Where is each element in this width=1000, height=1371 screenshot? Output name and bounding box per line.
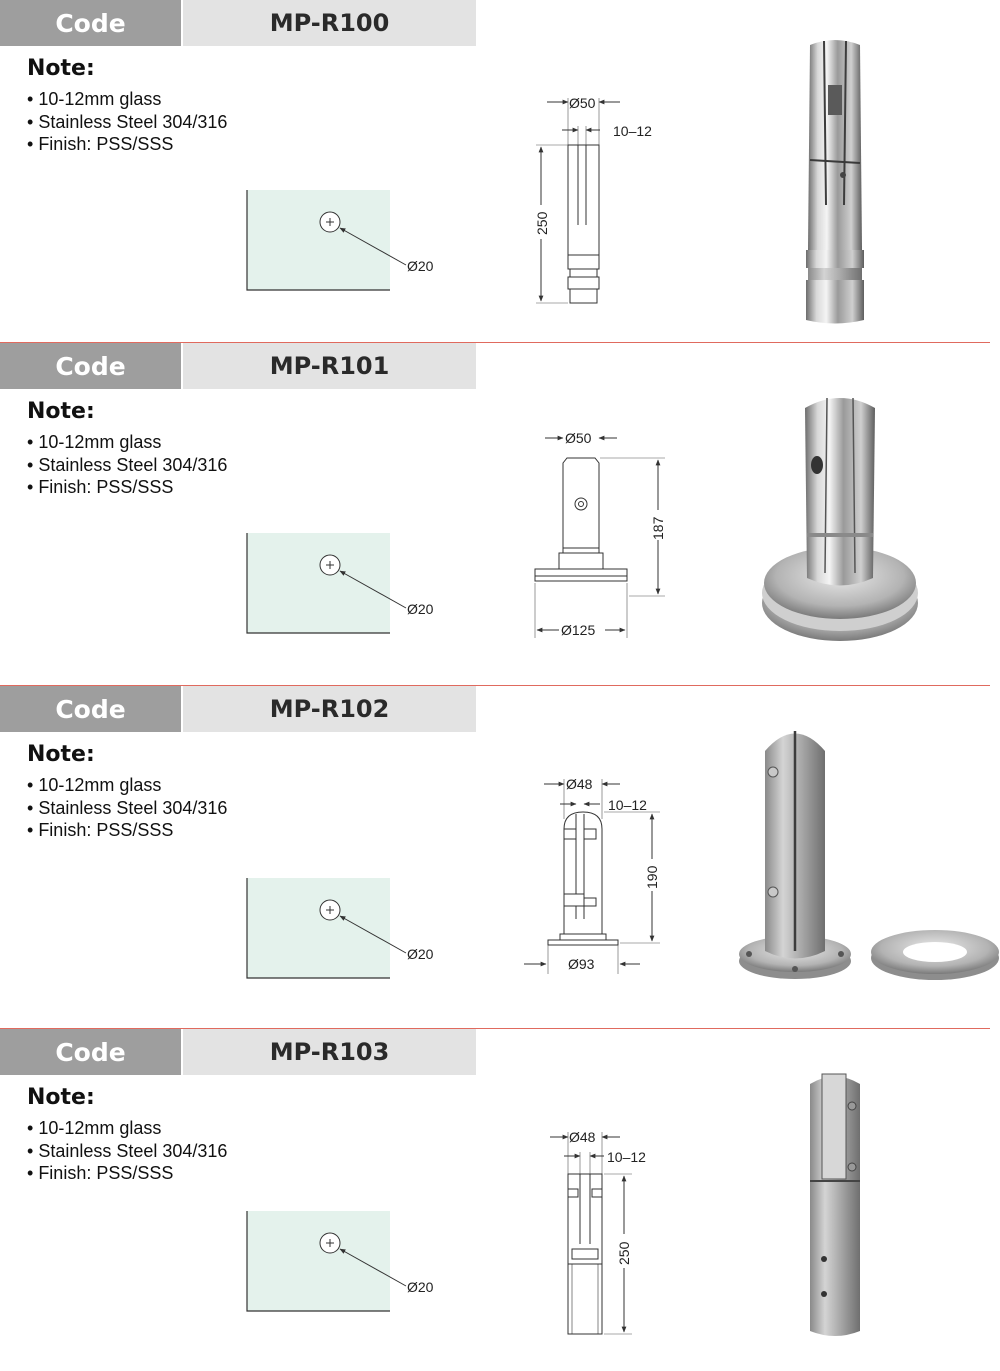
height-label: 250 xyxy=(616,1241,632,1265)
hole-diameter-label: Ø20 xyxy=(407,1279,434,1295)
note-item: • Stainless Steel 304/316 xyxy=(27,454,227,477)
model-code: MP-R100 xyxy=(183,0,476,46)
hole-diameter-label: Ø20 xyxy=(407,946,434,962)
note-item: • Finish: PSS/SSS xyxy=(27,1162,227,1185)
glass-hole-diagram xyxy=(240,528,460,640)
height-label: 187 xyxy=(650,516,666,540)
note-item: • 10-12mm glass xyxy=(27,431,227,454)
note-title: Note: xyxy=(27,1085,95,1110)
technical-drawing xyxy=(520,90,670,310)
note-title: Note: xyxy=(27,399,95,424)
product-section-mp-r101 xyxy=(0,343,1000,685)
diameter-label: Ø48 xyxy=(569,1129,596,1145)
glass-thickness-label: 10–12 xyxy=(607,1149,646,1165)
height-label: 250 xyxy=(534,211,550,235)
hole-diameter-label: Ø20 xyxy=(407,601,434,617)
diameter-label: Ø48 xyxy=(566,776,593,792)
spigot-photo xyxy=(755,393,925,648)
glass-thickness-label: 10–12 xyxy=(613,123,652,139)
glass-thickness-label: 10–12 xyxy=(608,797,647,813)
spigot-photo xyxy=(735,726,1000,986)
technical-drawing xyxy=(520,1124,670,1344)
product-section-mp-r103 xyxy=(0,1029,1000,1371)
spigot-photo xyxy=(800,1069,870,1344)
note-item: • 10-12mm glass xyxy=(27,88,227,111)
code-label: Code xyxy=(0,343,181,389)
code-label: Code xyxy=(0,686,181,732)
note-item: • Stainless Steel 304/316 xyxy=(27,797,227,820)
note-item: • 10-12mm glass xyxy=(27,774,227,797)
model-code: MP-R102 xyxy=(183,686,476,732)
code-label: Code xyxy=(0,0,181,46)
product-section-mp-r100 xyxy=(0,0,1000,342)
model-code: MP-R101 xyxy=(183,343,476,389)
note-item: • Finish: PSS/SSS xyxy=(27,476,227,499)
note-list xyxy=(27,88,227,156)
note-list xyxy=(27,431,227,499)
diameter-label: Ø50 xyxy=(569,95,596,111)
note-title: Note: xyxy=(27,742,95,767)
hole-diameter-label: Ø20 xyxy=(407,258,434,274)
note-item: • Finish: PSS/SSS xyxy=(27,133,227,156)
note-item: • 10-12mm glass xyxy=(27,1117,227,1140)
product-section-mp-r102 xyxy=(0,686,1000,1028)
diameter-label: Ø50 xyxy=(565,430,592,446)
glass-hole-diagram xyxy=(240,185,460,297)
base-diameter-label: Ø125 xyxy=(561,622,596,638)
note-list xyxy=(27,774,227,842)
base-diameter-label: Ø93 xyxy=(568,956,595,972)
note-item: • Stainless Steel 304/316 xyxy=(27,1140,227,1163)
note-list xyxy=(27,1117,227,1185)
code-label: Code xyxy=(0,1029,181,1075)
glass-hole-diagram xyxy=(240,873,460,985)
glass-hole-diagram xyxy=(240,1206,460,1318)
note-item: • Stainless Steel 304/316 xyxy=(27,111,227,134)
spigot-photo xyxy=(800,35,880,330)
note-item: • Finish: PSS/SSS xyxy=(27,819,227,842)
height-label: 190 xyxy=(644,865,660,889)
model-code: MP-R103 xyxy=(183,1029,476,1075)
technical-drawing xyxy=(525,428,675,648)
technical-drawing xyxy=(520,774,670,989)
note-title: Note: xyxy=(27,56,95,81)
